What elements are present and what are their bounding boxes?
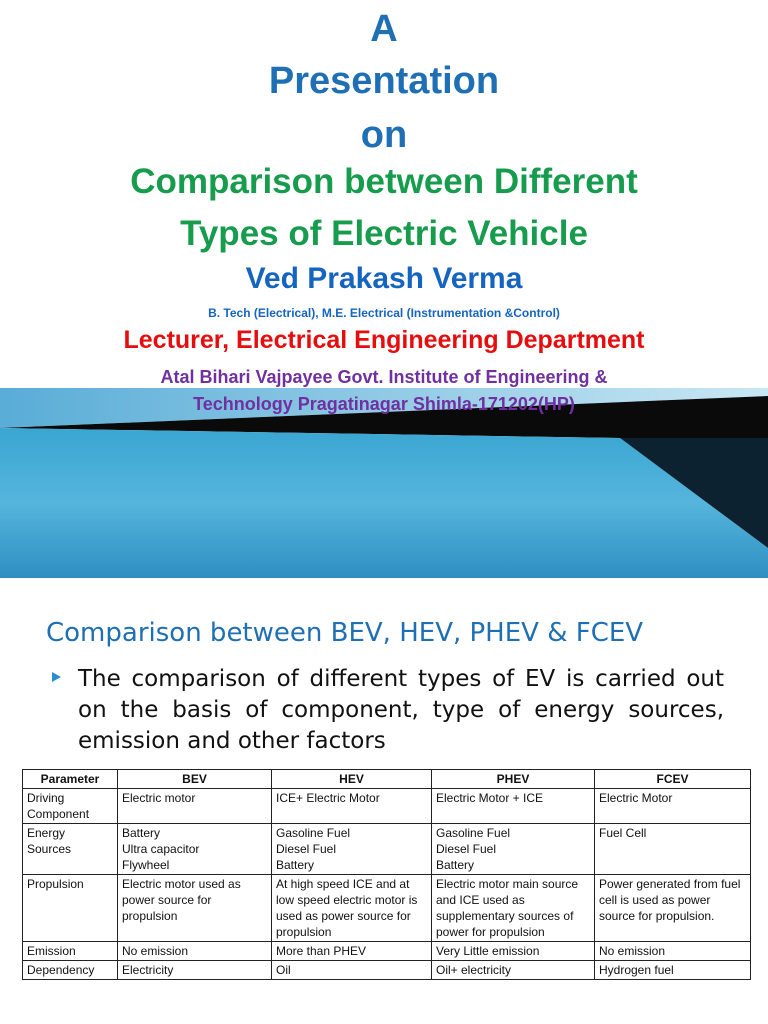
presentation-title-line-2: Types of Electric Vehicle bbox=[180, 214, 588, 253]
cell-line: Electric Motor bbox=[599, 791, 673, 805]
cell-line: No emission bbox=[599, 944, 666, 958]
comparison-slide bbox=[0, 588, 768, 1024]
table-cell-fcev bbox=[595, 789, 751, 824]
table-row bbox=[23, 875, 751, 942]
table-cell-fcev bbox=[595, 961, 751, 980]
cell-line: source for propulsion. bbox=[599, 909, 715, 923]
table-cell-fcev bbox=[595, 942, 751, 961]
table-cell-parameter bbox=[23, 961, 118, 980]
cell-line: Electric motor main source bbox=[436, 877, 579, 891]
cell-line: propulsion bbox=[122, 909, 178, 923]
cell-line: and ICE used as bbox=[436, 893, 525, 907]
cell-line: low speed electric motor is bbox=[276, 893, 418, 907]
cell-line: cell is used as power bbox=[599, 893, 711, 907]
cell-line: Dependency bbox=[27, 963, 95, 977]
cell-line: Component bbox=[27, 807, 90, 821]
comparison-slide-title: Comparison between BEV, HEV, PHEV & FCEV bbox=[46, 618, 644, 648]
table-row bbox=[23, 789, 751, 824]
cell-line: Propulsion bbox=[27, 877, 84, 891]
cell-line: Gasoline Fuel bbox=[276, 826, 351, 840]
cell-line: Oil bbox=[276, 963, 291, 977]
table-cell-phev bbox=[432, 824, 595, 875]
table-cell-phev bbox=[432, 789, 595, 824]
cell-line: power for propulsion bbox=[436, 925, 545, 939]
presentation-title-line-1: Comparison between Different bbox=[130, 162, 638, 201]
table-cell-parameter bbox=[23, 942, 118, 961]
slide-heading-on: on bbox=[360, 114, 408, 156]
triangle-bullet-icon bbox=[52, 672, 61, 682]
table-cell-parameter bbox=[23, 789, 118, 824]
ev-comparison-table bbox=[22, 769, 751, 980]
cell-line: Battery bbox=[276, 858, 315, 872]
table-cell-bev bbox=[118, 942, 272, 961]
cell-line: More than PHEV bbox=[276, 944, 367, 958]
cell-line: Electric motor bbox=[122, 791, 196, 805]
table-cell-bev bbox=[118, 875, 272, 942]
table-row bbox=[23, 942, 751, 961]
cell-line: Flywheel bbox=[122, 858, 170, 872]
table-cell-bev bbox=[118, 961, 272, 980]
table-cell-hev bbox=[272, 961, 432, 980]
cell-line: Hydrogen fuel bbox=[599, 963, 674, 977]
cell-line: power source for bbox=[122, 893, 212, 907]
cell-line: supplementary sources of bbox=[436, 909, 574, 923]
table-header-row bbox=[23, 770, 751, 789]
cell-line: Power generated from fuel bbox=[599, 877, 741, 891]
cell-line: Energy bbox=[27, 826, 66, 840]
author-qualification: B. Tech (Electrical), M.E. Electrical (Instrumentation &Control) bbox=[208, 306, 560, 320]
cell-line: Fuel Cell bbox=[599, 826, 647, 840]
cell-line: Emission bbox=[27, 944, 76, 958]
table-cell-phev bbox=[432, 875, 595, 942]
cell-line: used as power source for bbox=[276, 909, 411, 923]
institute-name-line-2: Technology Pragatinagar Shimla-171202(HP) bbox=[193, 394, 575, 414]
cell-line: Gasoline Fuel bbox=[436, 826, 511, 840]
table-cell-fcev bbox=[595, 875, 751, 942]
cell-line: Driving bbox=[27, 791, 65, 805]
cell-line: Ultra capacitor bbox=[122, 842, 200, 856]
table-cell-hev bbox=[272, 824, 432, 875]
table-row bbox=[23, 824, 751, 875]
cell-line: No emission bbox=[122, 944, 189, 958]
table-cell-parameter bbox=[23, 824, 118, 875]
header-parameter: Parameter bbox=[23, 770, 118, 789]
cell-line: Electric motor used as bbox=[122, 877, 241, 891]
header-bev: BEV bbox=[118, 770, 272, 789]
author-designation: Lecturer, Electrical Engineering Department bbox=[123, 326, 645, 354]
cell-line: Battery bbox=[436, 858, 475, 872]
bullet-text: The comparison of different types of EV is carried out on the basis of component, type of energy sources, emission and other factors bbox=[78, 666, 724, 754]
slide-heading-a: A bbox=[370, 8, 398, 50]
cell-line: Oil+ electricity bbox=[436, 963, 512, 977]
cell-line: propulsion bbox=[276, 925, 332, 939]
table-cell-hev bbox=[272, 875, 432, 942]
table-cell-bev bbox=[118, 789, 272, 824]
table-row bbox=[23, 961, 751, 980]
cell-line: Battery bbox=[122, 826, 161, 840]
institute-name-line-1: Atal Bihari Vajpayee Govt. Institute of Engineering & bbox=[160, 367, 608, 387]
decorative-banner bbox=[0, 388, 768, 578]
cell-line: At high speed ICE and at bbox=[276, 877, 410, 891]
cell-line: Diesel Fuel bbox=[436, 842, 497, 856]
cell-line: Very Little emission bbox=[436, 944, 540, 958]
header-fcev: FCEV bbox=[595, 770, 751, 789]
table-cell-fcev bbox=[595, 824, 751, 875]
header-phev: PHEV bbox=[432, 770, 595, 789]
slide-heading-presentation: Presentation bbox=[268, 60, 500, 102]
cell-line: Sources bbox=[27, 842, 72, 856]
table-cell-phev bbox=[432, 942, 595, 961]
table-cell-bev bbox=[118, 824, 272, 875]
cell-line: Electricity bbox=[122, 963, 174, 977]
cell-line: Diesel Fuel bbox=[276, 842, 337, 856]
table-body bbox=[23, 789, 751, 980]
table-cell-hev bbox=[272, 789, 432, 824]
cell-line: Electric Motor + ICE bbox=[436, 791, 544, 805]
table-cell-hev bbox=[272, 942, 432, 961]
header-hev: HEV bbox=[272, 770, 432, 789]
bullet-point bbox=[52, 664, 724, 757]
table-cell-phev bbox=[432, 961, 595, 980]
author-name: Ved Prakash Verma bbox=[245, 262, 523, 295]
cell-line: ICE+ Electric Motor bbox=[276, 791, 380, 805]
table-cell-parameter bbox=[23, 875, 118, 942]
